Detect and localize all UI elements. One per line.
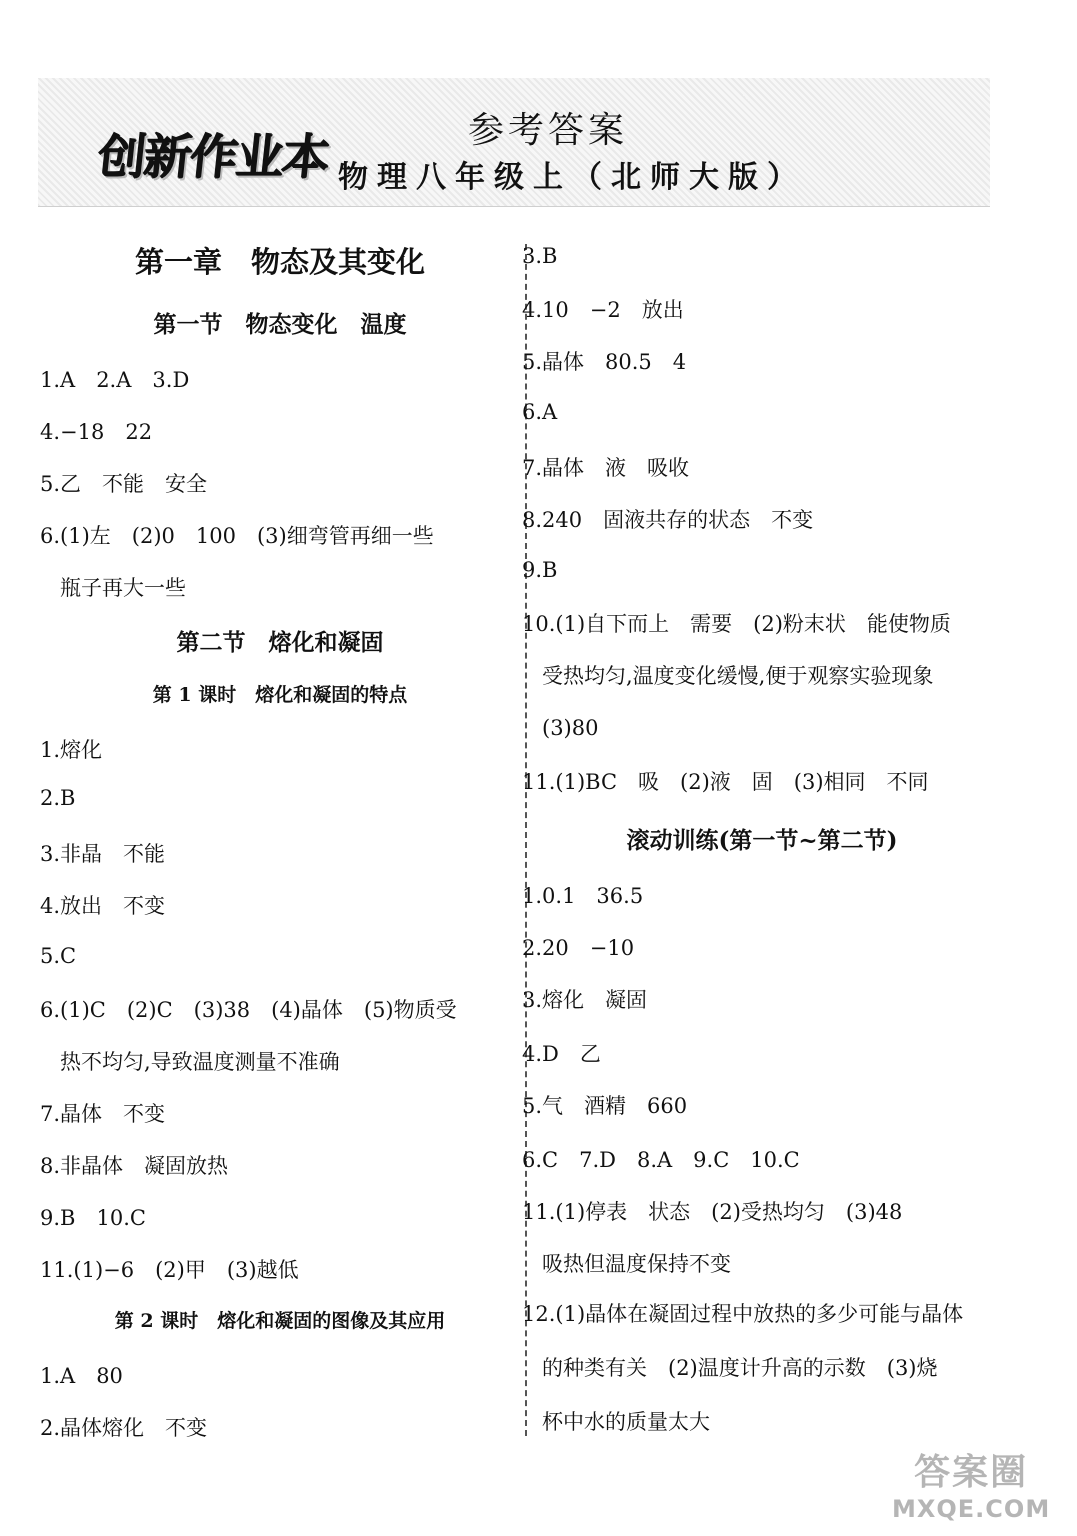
answer-line: 4.放出 不变	[40, 894, 166, 918]
answer-line: 6.A	[522, 400, 558, 424]
answer-line: 2.B	[40, 786, 76, 810]
chapter-heading: 第一章 物态及其变化	[134, 245, 425, 279]
answer-continuation: 杯中水的质量太大	[542, 1410, 710, 1434]
answer-line: 5.C	[40, 944, 77, 968]
lesson-heading: 第 1 课时 熔化和凝固的特点	[152, 684, 408, 706]
answer-line: 9.B	[522, 558, 558, 582]
answer-line: 7.晶体 液 吸收	[522, 456, 690, 480]
answer-line: 4.D 乙	[522, 1042, 601, 1066]
answer-line: 6.C 7.D 8.A 9.C 10.C	[522, 1148, 800, 1172]
answer-continuation: 瓶子再大一些	[60, 576, 186, 600]
answer-line: 1.0.1 36.5	[522, 884, 644, 908]
answer-line: 1.熔化	[40, 738, 103, 762]
answer-line: 8.非晶体 凝固放热	[40, 1154, 229, 1178]
section-heading: 滚动训练(第一节~第二节)	[626, 827, 898, 854]
answer-line: 1.A 80	[40, 1364, 123, 1388]
answer-line: 9.B 10.C	[40, 1206, 146, 1230]
answer-line: 2.晶体熔化 不变	[40, 1416, 208, 1440]
answer-line: 2.20 −10	[522, 936, 635, 960]
answer-line: 1.A 2.A 3.D	[40, 368, 190, 392]
watermark-url: MXQE.COM	[892, 1495, 1051, 1523]
answer-continuation: 受热均匀,温度变化缓慢,便于观察实验现象	[542, 664, 934, 688]
answer-line: 11.(1)−6 (2)甲 (3)越低	[40, 1258, 299, 1282]
page-subtitle: 物理八年级上（北师大版）	[338, 160, 806, 195]
answer-line: 11.(1)BC 吸 (2)液 固 (3)相同 不同	[522, 770, 929, 794]
answer-line: 7.晶体 不变	[40, 1102, 166, 1126]
answer-continuation: (3)80	[542, 716, 599, 740]
answer-line: 5.乙 不能 安全	[40, 472, 208, 496]
answer-line: 11.(1)停表 状态 (2)受热均匀 (3)48	[522, 1200, 903, 1224]
answer-line: 5.气 酒精 660	[522, 1094, 688, 1118]
answer-line: 3.熔化 凝固	[522, 988, 648, 1012]
answer-line: 10.(1)自下而上 需要 (2)粉末状 能使物质	[522, 612, 951, 636]
brand-logo: 创新作业本	[94, 129, 331, 185]
watermark-logo	[892, 1444, 1050, 1523]
answer-line: 3.非晶 不能	[40, 842, 166, 866]
answer-line: 4.−18 22	[40, 420, 153, 444]
answer-line: 4.10 −2 放出	[522, 298, 684, 322]
watermark-text: 答案圈	[914, 1452, 1029, 1493]
answer-line: 12.(1)晶体在凝固过程中放热的多少可能与晶体	[522, 1302, 964, 1326]
answer-line: 6.(1)C (2)C (3)38 (4)晶体 (5)物质受	[40, 998, 457, 1022]
answer-line: 3.B	[522, 244, 558, 268]
section-heading: 第二节 熔化和凝固	[176, 629, 384, 656]
answer-continuation: 的种类有关 (2)温度计升高的示数 (3)烧	[542, 1356, 938, 1380]
answer-continuation: 吸热但温度保持不变	[542, 1252, 731, 1276]
section-heading: 第一节 物态变化 温度	[153, 311, 407, 338]
answer-line: 6.(1)左 (2)0 100 (3)细弯管再细一些	[40, 524, 434, 548]
answer-line: 5.晶体 80.5 4	[522, 350, 687, 374]
page-header	[38, 78, 990, 207]
answer-line: 8.240 固液共存的状态 不变	[522, 508, 814, 532]
lesson-heading: 第 2 课时 熔化和凝固的图像及其应用	[114, 1310, 446, 1332]
answer-continuation: 热不均匀,导致温度测量不准确	[60, 1050, 340, 1074]
page-title: 参考答案	[468, 110, 629, 151]
